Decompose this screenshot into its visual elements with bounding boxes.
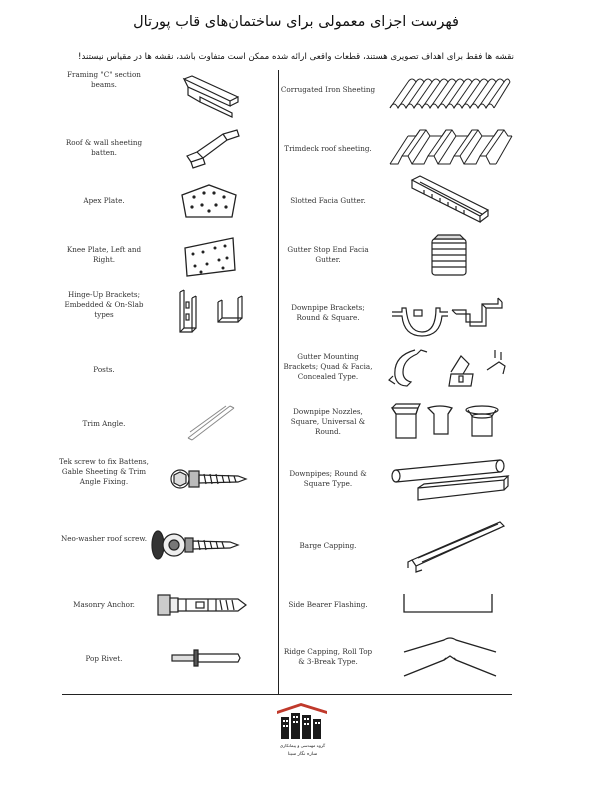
label-trim-angle: Trim Angle.: [82, 419, 126, 428]
label-roof-screw: Neo-washer roof screw.: [60, 534, 148, 543]
label-trimdeck-sheeting: Trimdeck roof sheeting.: [284, 144, 372, 153]
tek-screw-icon: [170, 462, 250, 496]
label-apex-plate: Apex Plate.: [83, 196, 125, 205]
masonry-anchor-icon: [156, 588, 248, 622]
side-bearer-flashing-icon: [400, 590, 496, 616]
gutter-mounting-bracket-icon: [387, 346, 511, 394]
label-facia-gutter: Slotted Facia Gutter.: [290, 196, 366, 205]
facia-gutter-icon: [410, 176, 490, 224]
company-logo-icon: [271, 701, 334, 767]
logo-line-2: سازه نگار سینا: [287, 752, 318, 757]
knee-plate-icon: [183, 236, 237, 278]
downpipe-bracket-icon: [390, 292, 508, 338]
corrugated-sheet-icon: [386, 78, 512, 112]
label-sheeting-batten: Roof & wall sheeting batten.: [65, 138, 143, 157]
label-ridge-capping: Ridge Capping, Roll Top & 3-Break Type.: [283, 647, 373, 666]
gutter-stop-end-icon: [428, 233, 470, 279]
apex-plate-icon: [180, 183, 238, 219]
downpipe-icon: [388, 458, 510, 504]
label-barge-capping: Barge Capping.: [299, 541, 357, 550]
trim-angle-icon: [186, 402, 236, 442]
label-pop-rivet: Pop Rivet.: [85, 654, 123, 663]
logo-line-1: گروه مهندسی و پیمانکاری: [279, 743, 326, 748]
ridge-capping-icon: [402, 636, 498, 680]
label-tek-screw: Tek screw to fix Battens, Gable Sheeting & Trim Angle Fixing.: [59, 457, 149, 486]
label-c-section-beams: Framing "C" section beams.: [67, 70, 141, 89]
column-divider: [278, 70, 279, 694]
label-downpipe-nozzles: Downpipe Nozzles, Square, Universal & Round.: [290, 407, 366, 436]
label-gutter-mounting-brackets: Gutter Mounting Brackets; Quad & Facia, Concealed Type.: [283, 352, 373, 381]
label-masonry-anchor: Masonry Anchor.: [73, 600, 135, 609]
page-subtitle: نقشه ها فقط برای اهداف تصویری هستند، قطعات واقعی ارائه شده ممکن است متفاوت باشد، نقشه ها در مقیاس نیستند!: [78, 52, 514, 62]
label-gutter-stop-end: Gutter Stop End Facia Gutter.: [287, 245, 369, 264]
label-hinge-brackets: Hinge-Up Brackets; Embedded & On-Slab types: [64, 290, 144, 319]
label-corrugated-sheeting: Corrugated Iron Sheeting: [280, 85, 376, 94]
downpipe-nozzle-icon: [388, 402, 506, 442]
label-downpipe-brackets: Downpipe Brackets; Round & Square.: [291, 303, 365, 322]
bottom-rule: [62, 694, 512, 695]
trimdeck-sheet-icon: [388, 130, 514, 168]
barge-capping-icon: [404, 518, 508, 574]
label-knee-plate: Knee Plate, Left and Right.: [66, 245, 142, 264]
label-posts: Posts.: [93, 365, 115, 374]
label-downpipes: Downpipes; Round & Square Type.: [289, 469, 367, 488]
c-section-beam-icon: [180, 75, 242, 119]
hinge-bracket-icon: [172, 288, 248, 338]
page-title: فهرست اجزای معمولی برای ساختمان‌های قاب پورتال: [133, 14, 459, 30]
label-side-bearer-flashing: Side Bearer Flashing.: [288, 600, 368, 609]
pop-rivet-icon: [170, 648, 242, 668]
sheeting-batten-icon: [183, 128, 243, 170]
roof-screw-icon: [150, 526, 242, 564]
